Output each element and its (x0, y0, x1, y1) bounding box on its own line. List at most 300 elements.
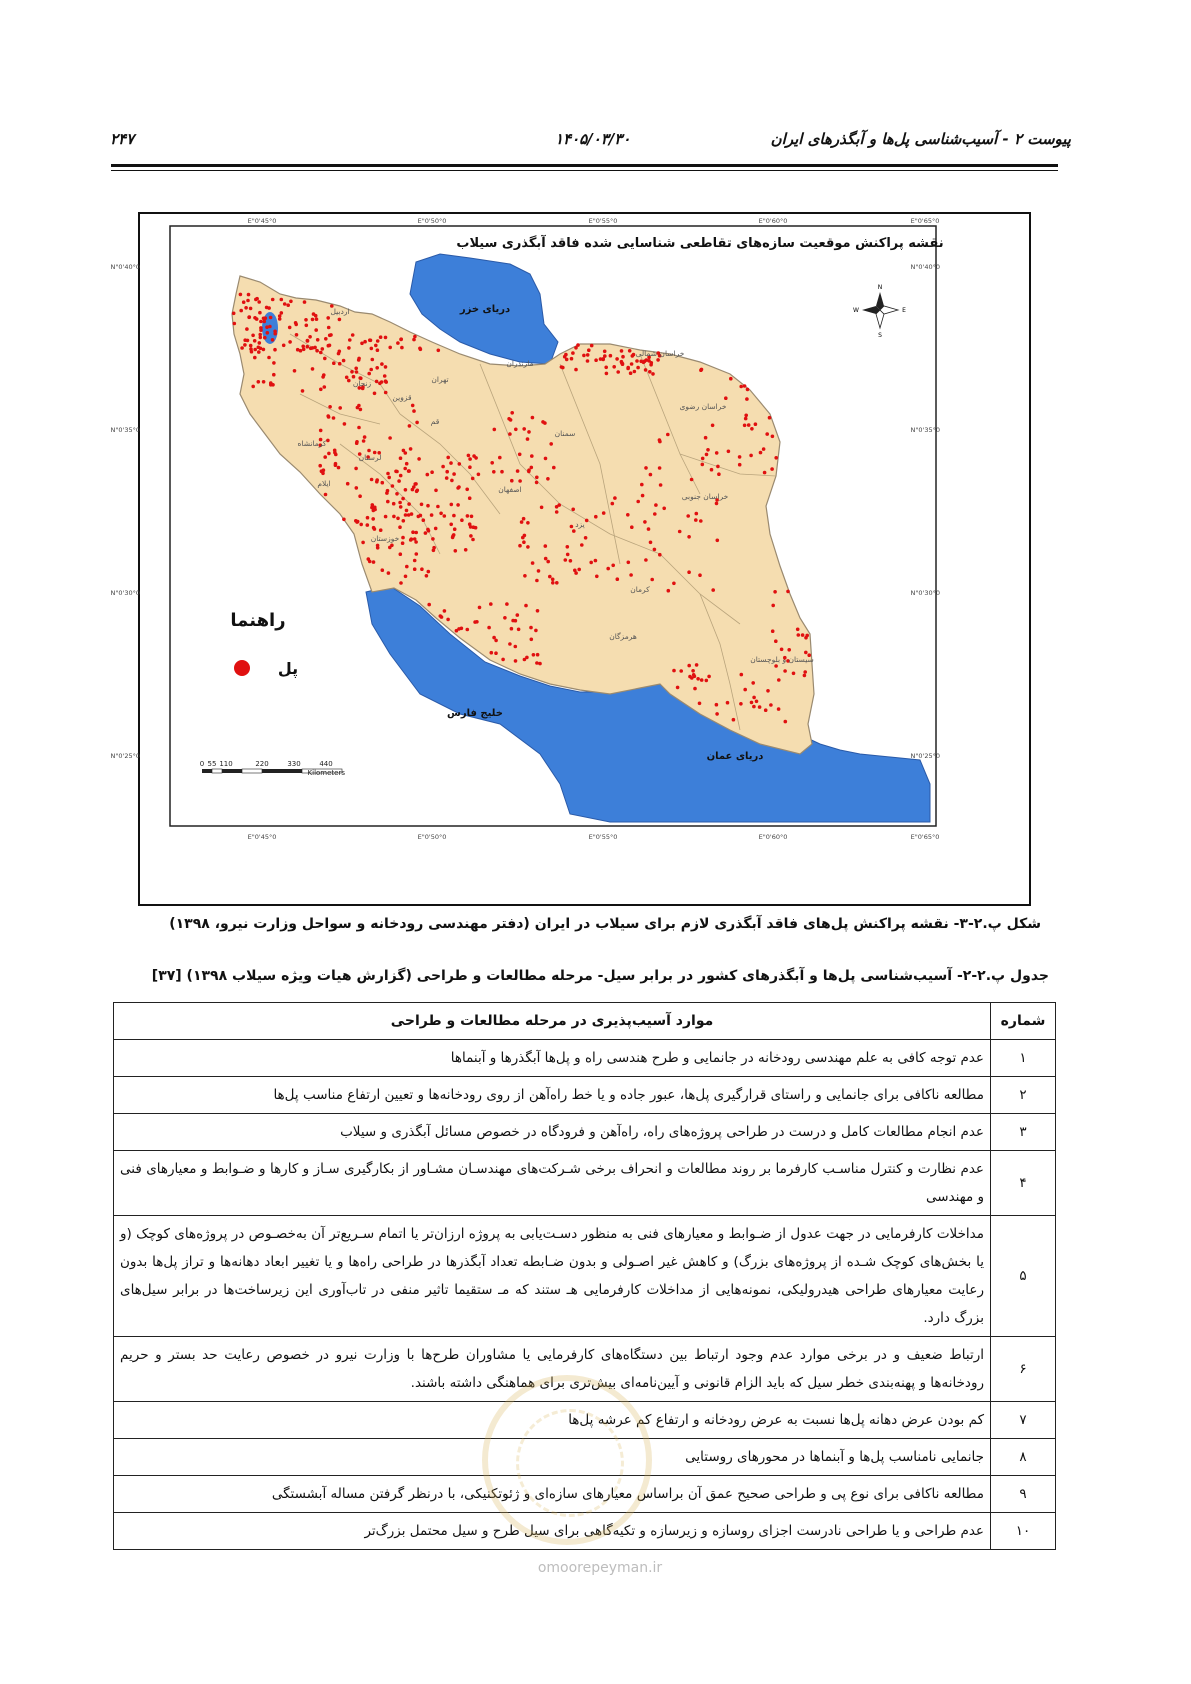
province-label: یزد (575, 520, 585, 529)
bridge-point (690, 676, 694, 680)
bridge-point (398, 525, 402, 529)
bridge-point (441, 465, 445, 469)
bridge-point (427, 570, 431, 574)
bridge-point (288, 326, 292, 330)
bridge-point (644, 368, 648, 372)
bridge-point (640, 483, 644, 487)
bridge-point (337, 466, 341, 470)
bridge-point (658, 553, 662, 557)
bridge-point (602, 511, 606, 515)
bridge-point (267, 356, 271, 360)
province-label: کرمانشاه (297, 439, 327, 448)
bridge-point (636, 500, 640, 504)
bridge-point (752, 696, 756, 700)
bridge-point (773, 590, 777, 594)
bridge-point (267, 306, 271, 310)
bridge-point (358, 494, 362, 498)
bridge-point (384, 336, 388, 340)
bridge-point (246, 339, 250, 343)
bridge-point (253, 316, 257, 320)
bridge-point (268, 325, 272, 329)
bridge-point (395, 470, 399, 474)
bridge-point (334, 462, 338, 466)
scale-segment (202, 769, 212, 773)
bridge-point (771, 629, 775, 633)
bridge-point (552, 466, 556, 470)
bridge-point (522, 540, 526, 544)
bridge-point (301, 389, 305, 393)
bridge-point (249, 307, 253, 311)
bridge-point (715, 502, 719, 506)
bridge-point (540, 506, 544, 510)
bridge-point (707, 675, 711, 679)
bridge-point (517, 628, 521, 632)
legend-bridge-label: پل (277, 659, 299, 678)
row-number: ۱۰ (991, 1513, 1056, 1550)
bridge-point (381, 568, 385, 572)
bridge-point (328, 344, 332, 348)
scale-segment (242, 769, 262, 773)
bridge-point (751, 681, 755, 685)
bridge-point (694, 518, 698, 522)
bridge-point (321, 347, 325, 351)
row-number: ۷ (991, 1402, 1056, 1439)
bridge-point (526, 437, 530, 441)
caspian-label: دریای خزر (459, 304, 511, 315)
bridge-point (787, 648, 791, 652)
bridge-point (710, 468, 714, 472)
bridge-point (446, 456, 450, 460)
bridge-point (587, 348, 591, 352)
bridge-point (535, 661, 539, 665)
bridge-point (326, 316, 330, 320)
bridge-point (658, 440, 662, 444)
bridge-point (498, 456, 502, 460)
province-label: قم (430, 417, 440, 426)
bridge-point (678, 530, 682, 534)
bridge-point (399, 456, 403, 460)
bridge-point (711, 588, 715, 592)
bridge-point (704, 436, 708, 440)
bridge-point (240, 346, 244, 350)
bridge-point (621, 355, 625, 359)
bridge-point (641, 494, 645, 498)
bridge-point (745, 397, 749, 401)
bridge-point (445, 476, 449, 480)
bridge-point (603, 354, 607, 358)
bridge-point (523, 574, 527, 578)
bridge-point (759, 451, 763, 455)
bridge-point (758, 705, 762, 709)
bridge-point (516, 613, 520, 617)
bridge-point (518, 479, 522, 483)
bridge-point (777, 707, 781, 711)
table-row (114, 1216, 1056, 1337)
bridge-point (626, 367, 630, 371)
lat-tick: 25°0'0"N (110, 752, 140, 760)
bridge-point (415, 421, 419, 425)
bridge-point (656, 358, 660, 362)
bridge-point (494, 639, 498, 643)
bridge-point (615, 357, 619, 361)
bridge-point (272, 361, 276, 365)
row-number: ۵ (991, 1216, 1056, 1337)
province-label: خراسان شمالی (635, 349, 685, 358)
bridge-point (430, 470, 434, 474)
bridge-point (345, 376, 349, 380)
bridge-point (387, 476, 391, 480)
bridge-point (357, 357, 361, 361)
bridge-point (695, 663, 699, 667)
bridge-point (416, 489, 420, 493)
bridge-point (249, 347, 253, 351)
row-description: جانمایی نامناسب پل‌ها و آبنماها در محورهای روستایی (114, 1439, 991, 1476)
east-letter: E (902, 307, 906, 314)
bridge-point (586, 353, 590, 357)
bridge-point (386, 472, 390, 476)
bridge-point (273, 348, 277, 352)
watermark-site: omoorepeyman.ir (537, 1560, 663, 1576)
bridge-point (644, 558, 648, 562)
bridge-point (454, 549, 458, 553)
bridge-point (514, 659, 518, 663)
bridge-point (774, 639, 778, 643)
bridge-point (611, 564, 615, 568)
bridge-point (413, 335, 417, 339)
bridge-point (643, 520, 647, 524)
bridge-point (242, 300, 246, 304)
page-number: ۲۴۷ (110, 130, 135, 148)
bridge-point (315, 317, 319, 321)
bridge-point (303, 300, 307, 304)
bridge-point (654, 503, 658, 507)
legend-bridge-swatch (234, 660, 250, 676)
bridge-point (399, 474, 403, 478)
table-row (114, 1337, 1056, 1402)
bridge-point (245, 327, 249, 331)
bridge-point (466, 514, 470, 518)
bridge-point (647, 527, 651, 531)
bridge-point (363, 340, 367, 344)
bridge-point (370, 347, 374, 351)
bridge-point (653, 548, 657, 552)
bridge-point (369, 339, 373, 343)
bridge-point (347, 379, 351, 383)
bridge-point (354, 467, 358, 471)
bridge-point (636, 366, 640, 370)
bridge-point (319, 351, 323, 355)
province-label: لرستان (358, 453, 382, 462)
bridge-point (347, 346, 351, 350)
bridge-point (376, 546, 380, 550)
bridge-point (446, 618, 450, 622)
bridge-point (468, 496, 472, 500)
bridge-point (522, 427, 526, 431)
lat-tick: 30°0'0"N (110, 589, 140, 597)
bridge-point (754, 422, 758, 426)
bridge-point (449, 461, 453, 465)
bridge-point (544, 557, 548, 561)
bridge-point (530, 466, 534, 470)
bridge-point (534, 629, 538, 633)
lon-tick: 50°0'0"E (417, 217, 447, 225)
bridge-point (717, 472, 721, 476)
bridge-point (492, 470, 496, 474)
bridge-point (468, 522, 472, 526)
scale-tick: 330 (287, 760, 301, 768)
table-row (114, 1040, 1056, 1077)
bridge-point (314, 314, 318, 318)
bridge-point (327, 452, 331, 456)
bridge-point (249, 344, 253, 348)
bridge-point (555, 505, 559, 509)
bridge-point (763, 471, 767, 475)
bridge-point (594, 559, 598, 563)
scale-tick: 0 (199, 760, 205, 768)
bridge-point (361, 541, 365, 545)
bridge-point (397, 479, 401, 483)
bridge-point (724, 396, 728, 400)
bridge-point (746, 388, 750, 392)
bridge-point (555, 581, 559, 585)
lat-tick: 40°0'0"N (910, 263, 940, 271)
bridge-point (384, 391, 388, 395)
bridge-point (414, 531, 418, 535)
bridge-point (544, 457, 548, 461)
bridge-point (337, 352, 341, 356)
lon-tick: 65°0'0"E (910, 833, 940, 841)
bridge-point (269, 316, 273, 320)
bridge-point (766, 689, 770, 693)
bridge-point (357, 426, 361, 430)
bridge-point (548, 575, 552, 579)
bridge-point (460, 518, 464, 522)
bridge-point (376, 339, 380, 343)
bridge-point (715, 703, 719, 707)
bridge-point (355, 486, 359, 490)
bridge-point (313, 346, 317, 350)
bridge-point (510, 479, 514, 483)
bridge-point (805, 634, 809, 638)
row-description: عدم انجام مطالعات کامل و درست در طراحی پروژه‌های راه، راه‌آهن و فرودگاه در خصوص مسائل آبگذری و سیلاب (114, 1114, 991, 1151)
bridge-point (494, 651, 498, 655)
bridge-point (247, 293, 251, 297)
lon-tick: 60°0'0"E (758, 833, 788, 841)
bridge-point (740, 673, 744, 677)
bridge-point (611, 502, 615, 506)
bridge-point (676, 686, 680, 690)
table-caption: جدول پ.۲-۲- آسیب‌شناسی پل‌ها و آبگذرهای کشور در برابر سیل- مرحله مطالعات و طراحی (گزارش هیات ویژه سیلاب ۱۳۹۸) [۳۷] (151, 968, 1049, 984)
bridge-point (738, 455, 742, 459)
bridge-point (412, 485, 416, 489)
bridge-point (750, 427, 754, 431)
bridge-point (388, 436, 392, 440)
bridge-point (432, 546, 436, 550)
persian-gulf-label: خلیج فارس (447, 708, 503, 719)
bridge-point (318, 464, 322, 468)
bridge-point (379, 528, 383, 532)
bridge-point (500, 470, 504, 474)
bridge-point (564, 353, 568, 357)
row-number: ۴ (991, 1151, 1056, 1216)
bridge-point (412, 409, 416, 413)
bridge-point (338, 318, 342, 322)
bridge-point (635, 359, 639, 363)
province-label: ایلام (317, 479, 331, 488)
bridge-point (524, 604, 528, 608)
bridge-point (784, 720, 788, 724)
bridge-point (263, 336, 267, 340)
bridge-point (616, 577, 620, 581)
bridge-point (696, 677, 700, 681)
bridge-point (620, 361, 624, 365)
bridge-point (569, 559, 573, 563)
bridge-point (612, 365, 616, 369)
bridge-point (780, 648, 784, 652)
bridge-point (560, 365, 564, 369)
bridge-point (651, 372, 655, 376)
bridge-point (405, 462, 409, 466)
bridge-point (466, 628, 470, 632)
bridge-point (650, 578, 654, 582)
bridge-point (750, 701, 754, 705)
bridge-point (375, 478, 379, 482)
bridge-point (426, 473, 430, 477)
bridge-point (272, 373, 276, 377)
bridge-point (762, 447, 766, 451)
bridge-point (594, 515, 598, 519)
province-label: مازندران (506, 359, 534, 368)
bridge-point (537, 569, 541, 573)
bridge-point (311, 367, 315, 371)
lon-tick: 55°0'0"E (588, 217, 618, 225)
header-rule-thin (111, 170, 1058, 171)
bridge-point (332, 361, 336, 365)
bridge-point (606, 567, 610, 571)
bridge-point (769, 703, 773, 707)
bridge-point (786, 590, 790, 594)
bridge-point (503, 616, 507, 620)
bridge-point (401, 541, 405, 545)
bridge-point (715, 451, 719, 455)
bridge-point (253, 356, 257, 360)
scale-tick: 55 (207, 760, 217, 768)
table-row (114, 1513, 1056, 1550)
bridge-point (687, 570, 691, 574)
bridge-point (295, 333, 299, 337)
bridge-point (514, 645, 518, 649)
bridge-point (535, 476, 539, 480)
west-letter: W (853, 307, 859, 314)
bridge-point (667, 589, 671, 593)
bridge-point (698, 573, 702, 577)
scale-tick: 110 (219, 760, 233, 768)
bridge-point (326, 414, 330, 418)
lat-tick: 40°0'0"N (110, 263, 140, 271)
bridge-point (367, 449, 371, 453)
bridge-point (342, 518, 346, 522)
bridge-point (659, 483, 663, 487)
bridge-point (626, 513, 630, 517)
bridge-point (413, 537, 417, 541)
bridge-point (443, 609, 447, 613)
bridge-point (613, 496, 617, 500)
bridge-point (419, 348, 423, 352)
bridge-point (566, 545, 570, 549)
bridge-point (699, 519, 703, 523)
bridge-point (690, 478, 694, 482)
bridge-point (426, 504, 430, 508)
lon-tick: 45°0'0"E (247, 833, 277, 841)
bridge-point (258, 341, 262, 345)
lon-tick: 55°0'0"E (588, 833, 618, 841)
vulnerability-table (113, 1002, 1056, 1550)
lat-tick: 25°0'0"N (910, 752, 940, 760)
row-number: ۱ (991, 1040, 1056, 1077)
bridge-point (402, 519, 406, 523)
chapter-title: پیوست ۲ - آسیب‌شناسی پل‌ها و آبگذرهای ایران (770, 130, 1071, 148)
bridge-point (747, 423, 751, 427)
bridge-point (439, 614, 443, 618)
bridge-point (278, 317, 282, 321)
bridge-point (251, 334, 255, 338)
bridge-point (266, 331, 270, 335)
province-label: سمنان (554, 429, 576, 438)
bridge-point (404, 575, 408, 579)
bridge-point (258, 311, 262, 315)
row-number: ۲ (991, 1077, 1056, 1114)
map-figure (110, 212, 1031, 906)
bridge-point (630, 525, 634, 529)
bridge-point (803, 670, 807, 674)
bridge-point (396, 341, 400, 345)
bridge-point (401, 497, 405, 501)
bridge-point (410, 537, 414, 541)
bridge-point (306, 339, 310, 343)
bridge-point (501, 658, 505, 662)
bridge-point (642, 361, 646, 365)
bridge-point (582, 354, 586, 358)
bridge-point (777, 678, 781, 682)
bridge-point (629, 371, 633, 375)
bridge-point (599, 357, 603, 361)
header-date: ۱۴۰۵/۰۳/۳۰ (555, 130, 631, 148)
bridge-point (395, 492, 399, 496)
bridge-point (679, 669, 683, 673)
bridge-point (456, 503, 460, 507)
bridge-point (726, 701, 730, 705)
bridge-point (233, 322, 237, 326)
bridge-point (431, 537, 435, 541)
bridge-point (662, 507, 666, 511)
bridge-point (527, 470, 531, 474)
bridge-point (523, 658, 527, 662)
bridge-point (269, 383, 273, 387)
bridge-point (404, 488, 408, 492)
bridge-point (536, 653, 540, 657)
bridge-point (589, 561, 593, 565)
bridge-point (452, 514, 456, 518)
scale-tick: 220 (255, 760, 269, 768)
bridge-point (551, 578, 555, 582)
north-letter: N (877, 284, 883, 291)
bridge-point (771, 604, 775, 608)
bridge-point (324, 493, 328, 497)
bridge-point (302, 348, 306, 352)
bridge-point (739, 702, 743, 706)
scale-segment (262, 769, 302, 773)
bridge-point (627, 561, 631, 565)
